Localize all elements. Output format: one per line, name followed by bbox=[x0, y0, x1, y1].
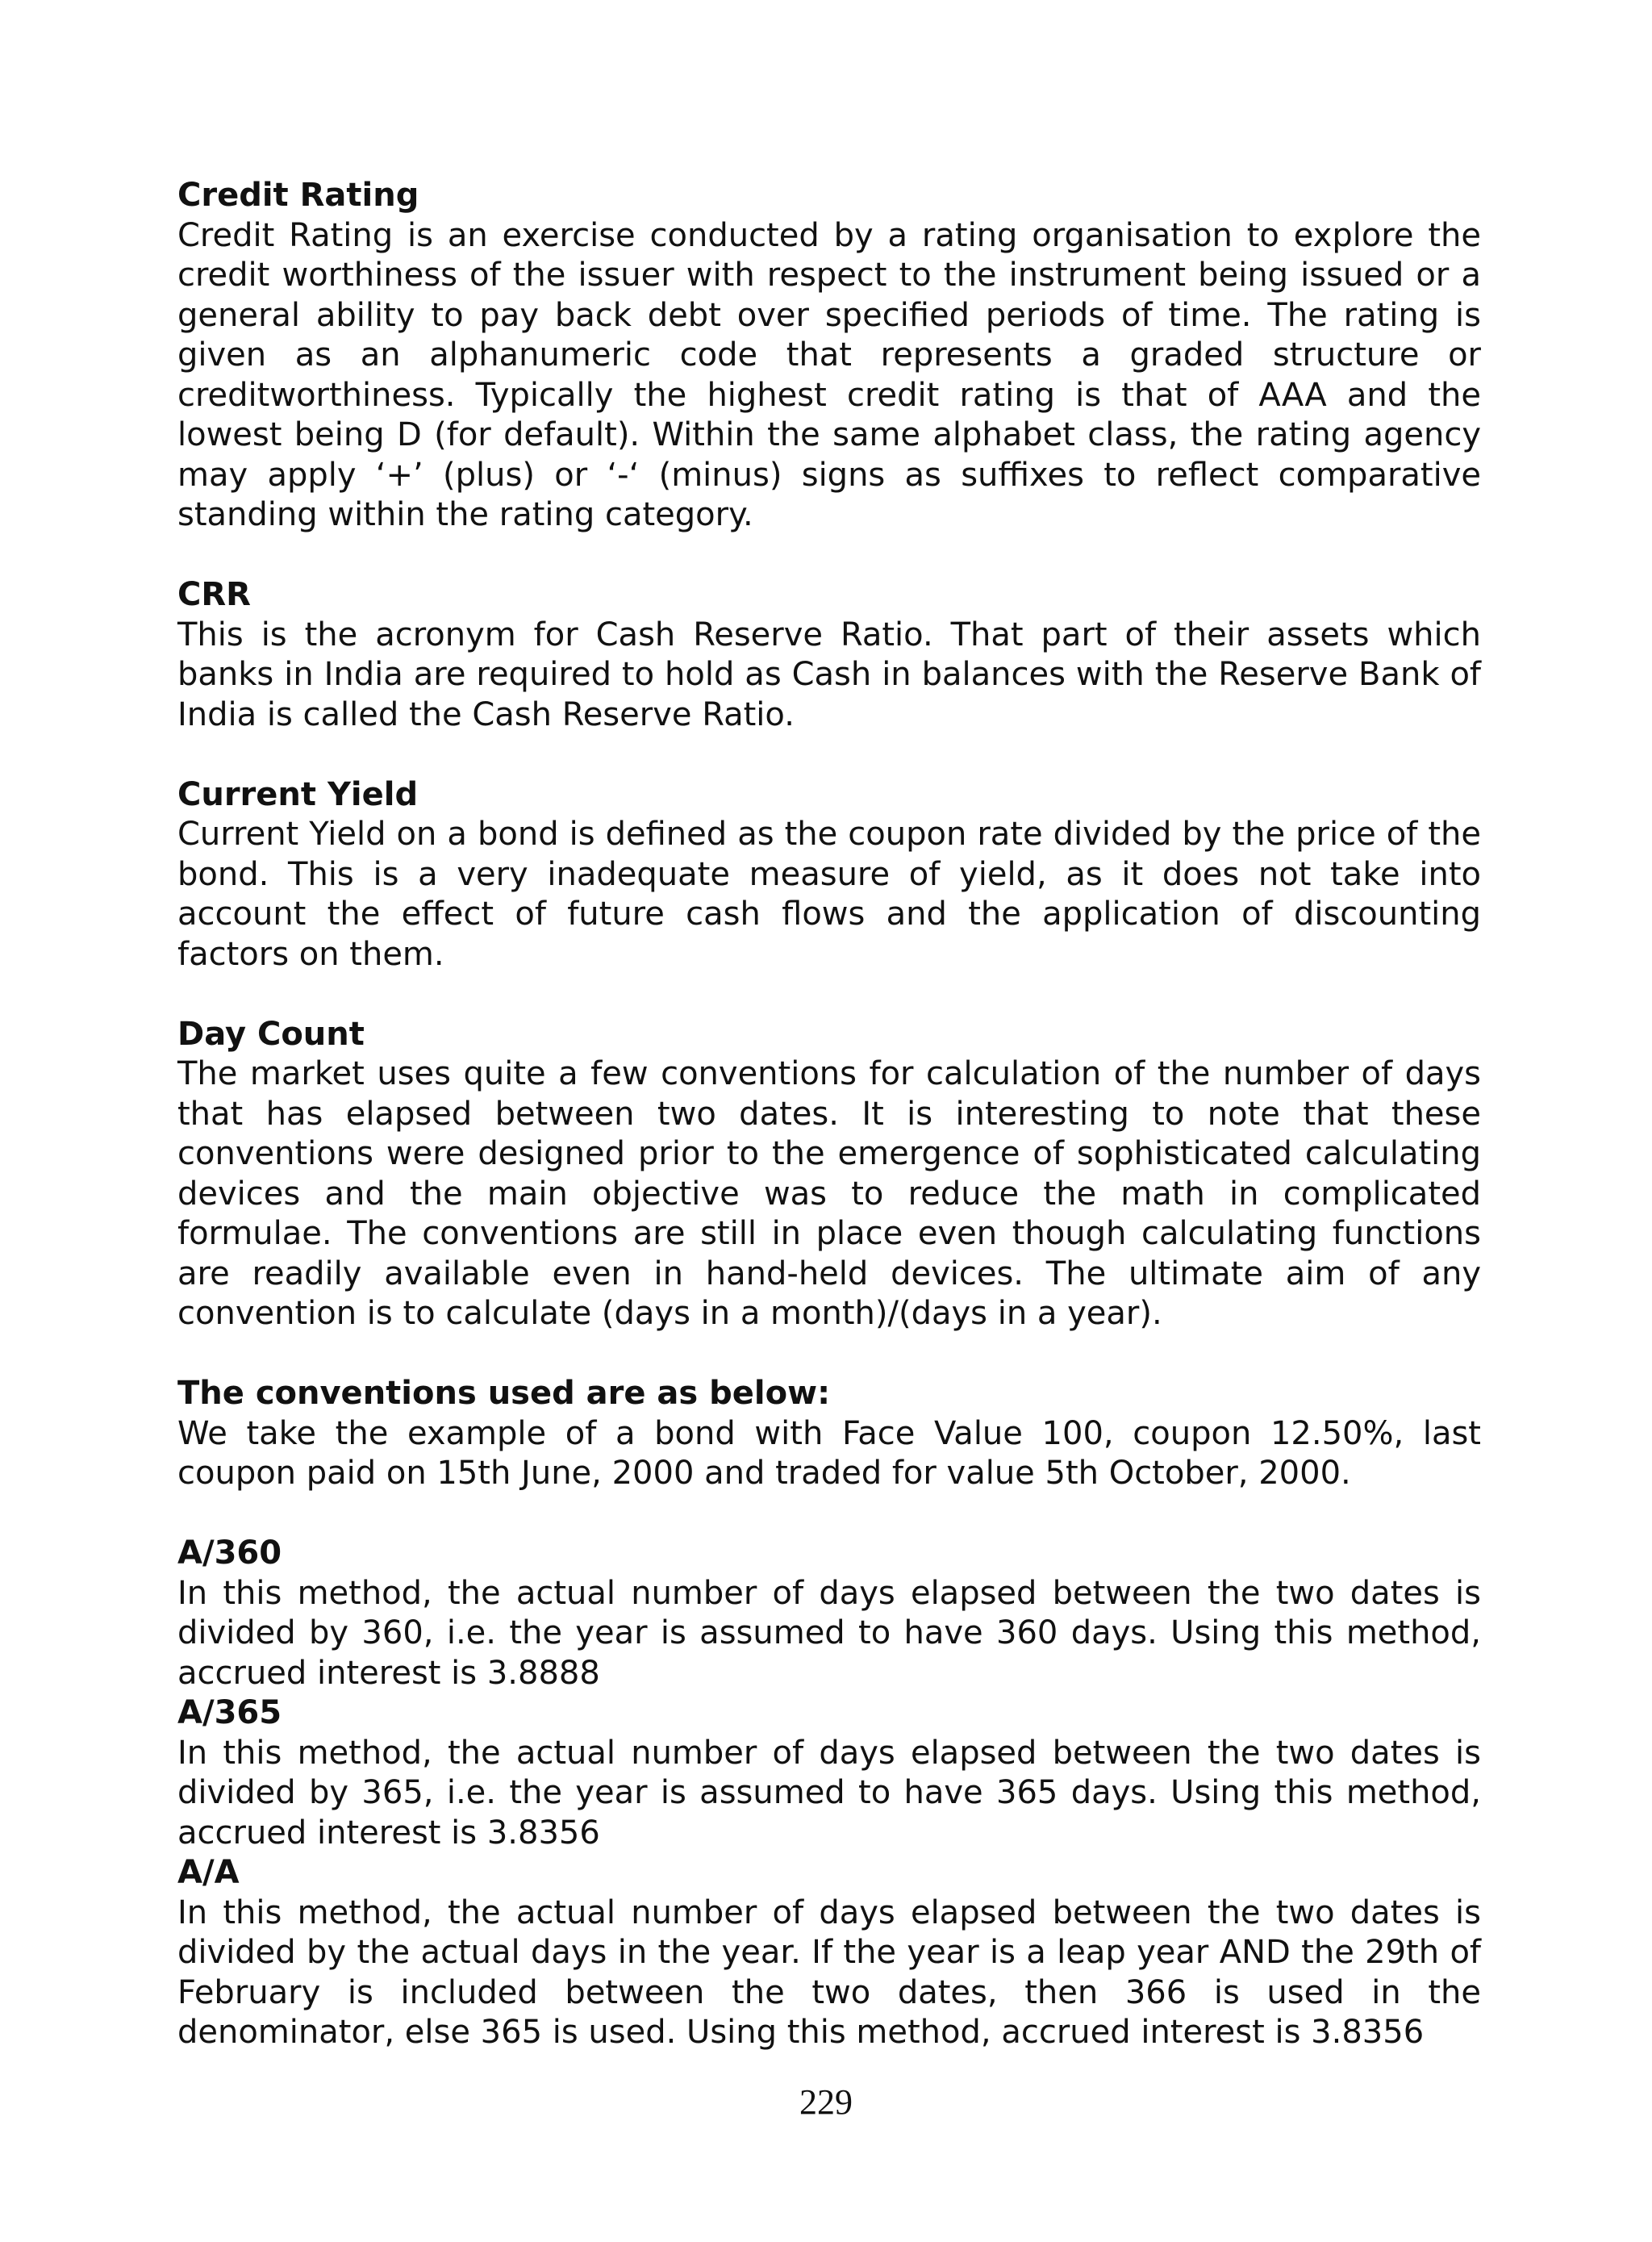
section-current-yield bbox=[177, 775, 1481, 975]
paragraph-a-365: In this method, the actual number of days elapsed between the two dates is divided by 365, i.e. the year is assumed to have 365 days. Using this method, accrued interest is 3.8356 bbox=[177, 1734, 1481, 1852]
paragraph-crr: This is the acronym for Cash Reserve Ratio. That part of their assets which banks in India are required to hold as Cash in balances with the Reserve Bank of India is called the Cash Reserve Ratio. bbox=[177, 616, 1481, 733]
heading-a-365: A/365 bbox=[177, 1694, 282, 1731]
section-a-360 bbox=[177, 1534, 1481, 1693]
section-conventions bbox=[177, 1374, 1481, 1494]
heading-a-a: A/A bbox=[177, 1854, 240, 1891]
paragraph-conventions: We take the example of a bond with Face Value 100, coupon 12.50%, last coupon paid on 15th June, 2000 and traded for value 5th October, 2000. bbox=[177, 1414, 1481, 1492]
paragraph-a-a: In this method, the actual number of days elapsed between the two dates is divided by the actual days in the year. If the year is a leap year AND the 29th of February is included between the two dates, then 366 is used in the denominator, else 365 is used. Using this method, accrued interest is 3.8356 bbox=[177, 1893, 1481, 2051]
paragraph-day-count: The market uses quite a few conventions for calculation of the number of days that has elapsed between two dates. It is interesting to note that these conventions were designed prior to the emergence of sophisticated calculating devices and the main objective was to reduce the math in complicated formulae. The conventions are still in place even though calculating functions are readily available even in hand-held devices. The ultimate aim of any convention is to calculate (days in a month)/(days in a year). bbox=[177, 1055, 1481, 1332]
section-a-365 bbox=[177, 1693, 1481, 1853]
heading-crr: CRR bbox=[177, 576, 251, 613]
heading-a-360: A/360 bbox=[177, 1534, 282, 1572]
paragraph-current-yield: Current Yield on a bond is defined as the coupon rate divided by the price of the bond. This is a very inadequate measure of yield, as it does not take into account the effect of future cash flows and the application of discounting factors on them. bbox=[177, 816, 1481, 973]
paragraph-credit-rating: Credit Rating is an exercise conducted by a rating organisation to explore the credit worthiness of the issuer with respect to the instrument being issued or a general ability to pay back debt over specified periods of time. The rating is given as an alphanumeric code that represents a graded structure or creditworthiness. Typically the highest credit rating is that of AAA and the lowest being D (for default). Within the same alphabet class, the rating agency may apply ‘+’ (plus) or ‘-‘ (minus) signs as suffixes to reflect comparative standing within the rating category. bbox=[177, 216, 1481, 533]
page-number: 229 bbox=[799, 2082, 853, 2122]
heading-current-yield: Current Yield bbox=[177, 775, 419, 813]
section-day-count bbox=[177, 1015, 1481, 1334]
section-a-a bbox=[177, 1853, 1481, 2053]
document-page bbox=[177, 176, 1481, 2053]
heading-day-count: Day Count bbox=[177, 1015, 365, 1053]
heading-conventions: The conventions used are as below: bbox=[177, 1375, 831, 1412]
section-credit-rating bbox=[177, 176, 1481, 536]
section-crr bbox=[177, 575, 1481, 735]
paragraph-a-360: In this method, the actual number of days elapsed between the two dates is divided by 360, i.e. the year is assumed to have 360 days. Using this method, accrued interest is 3.8888 bbox=[177, 1574, 1481, 1692]
heading-credit-rating: Credit Rating bbox=[177, 177, 419, 214]
